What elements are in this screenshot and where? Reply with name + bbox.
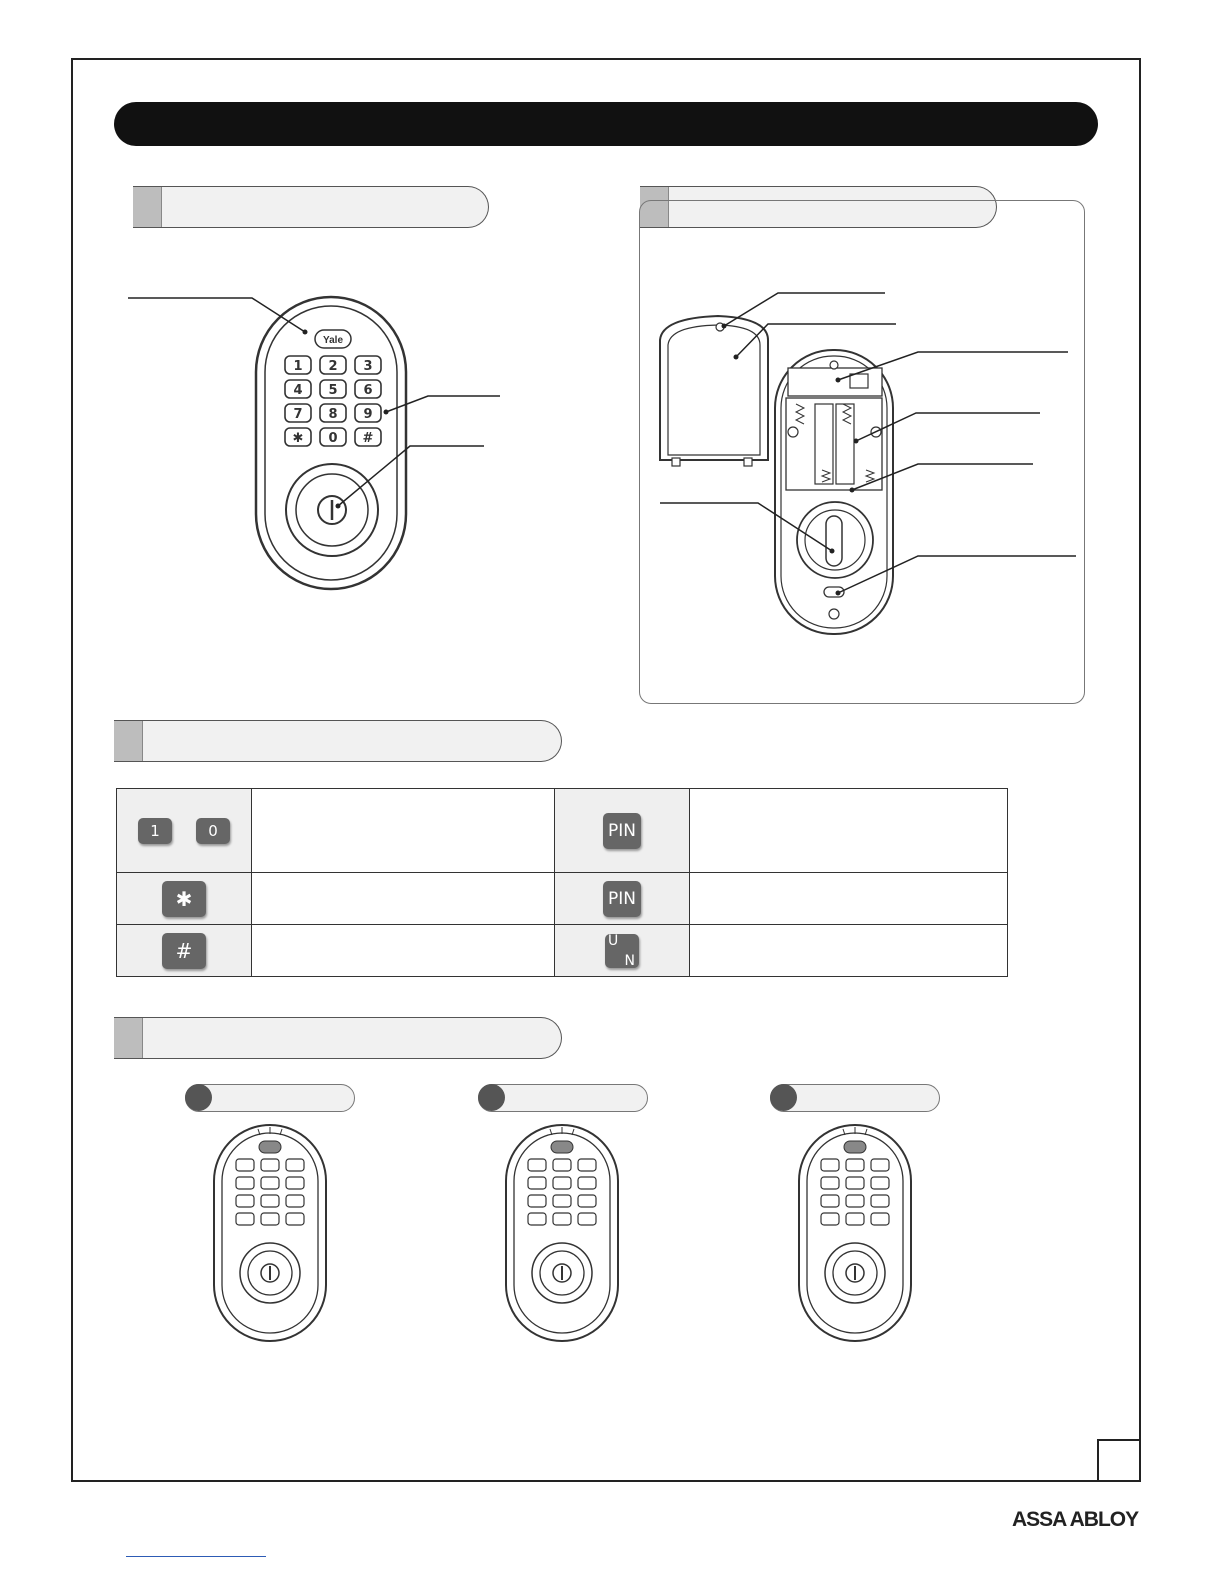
interior-lock-illustration xyxy=(660,316,893,634)
user-number-top: U xyxy=(608,932,619,949)
keypad-key-label: 5 xyxy=(328,383,338,398)
exterior-lock-illustration xyxy=(128,297,500,589)
page-number-box xyxy=(1097,1439,1141,1482)
keypad-key-label: # xyxy=(362,431,374,446)
number-key-icon: 0 xyxy=(196,818,230,844)
keypad-key-label: 2 xyxy=(328,359,338,374)
number-key-icon: 1 xyxy=(138,818,172,844)
keypad-key-label: 0 xyxy=(328,431,338,446)
star-key-icon: ✱ xyxy=(162,881,206,917)
keypad-key-label: 7 xyxy=(293,407,303,422)
footer-link-underline xyxy=(126,1556,266,1557)
hash-key-icon: # xyxy=(162,933,206,969)
keypad-key-label: 9 xyxy=(363,407,373,422)
pin-icon: PIN xyxy=(603,813,641,849)
keypad-key-label: 6 xyxy=(363,383,373,398)
pin-icon: PIN xyxy=(603,881,641,917)
keypad-key-label: 4 xyxy=(293,383,303,398)
brand-logo: ASSA ABLOY xyxy=(1012,1508,1139,1531)
user-number-bottom: N xyxy=(624,952,635,969)
yale-logo-text: Yale xyxy=(322,335,344,346)
keypad-key-label: 3 xyxy=(363,359,373,374)
keypad-key-label: 8 xyxy=(328,407,338,422)
indicator-lock-1 xyxy=(214,1125,326,1341)
indicator-lock-3 xyxy=(799,1125,911,1341)
keypad-key-label: 1 xyxy=(293,359,303,374)
keypad-key-label: ✱ xyxy=(292,431,304,446)
indicator-lock-2 xyxy=(506,1125,618,1341)
